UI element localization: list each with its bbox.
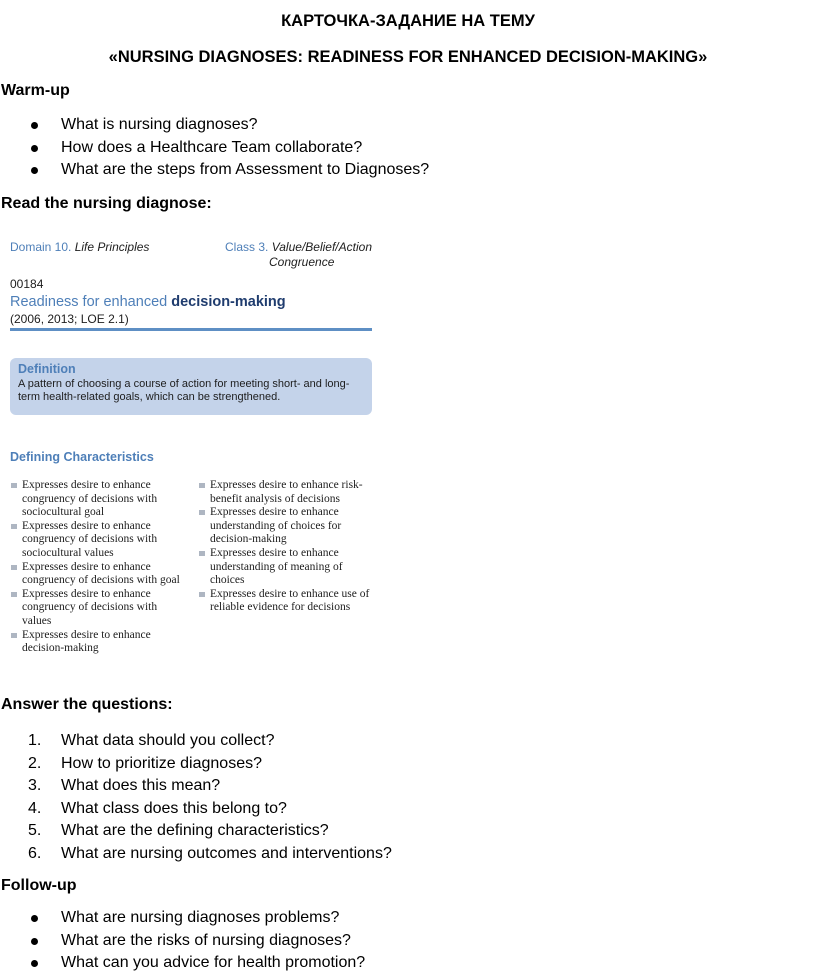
warmup-list [0,114,429,182]
list-item: Expresses desire to enhance congruency of decisions with goal [10,561,188,588]
definition-text: A pattern of choosing a course of action for meeting short- and long-term health-related goals, which can be strengthened. [18,378,350,403]
list-item: Expresses desire to enhance understanding of meaning of choices [198,547,376,588]
square-bullet-icon [199,510,205,515]
list-item: What can you advice for health promotion? [0,952,365,975]
definition-label: Definition [18,362,76,376]
list-item: Expresses desire to enhance risk-benefit analysis of decisions [198,479,376,506]
square-bullet-icon [11,565,17,570]
card-divider [10,328,372,331]
card-class: Class 3. Value/Belief/Action [225,240,372,254]
answer-heading: Answer the questions: [1,696,173,713]
bullet-icon [31,167,38,174]
bullet-icon [31,938,38,945]
list-item: What is nursing diagnoses? [0,114,429,137]
characteristics-column-1 [10,479,188,656]
list-item: What are nursing diagnoses problems? [0,907,365,930]
read-heading: Read the nursing diagnose: [1,195,212,212]
followup-list [0,907,365,975]
square-bullet-icon [11,633,17,638]
list-item: 2. How to prioritize diagnoses? [28,754,262,772]
title-line-1: КАРТОЧКА-ЗАДАНИЕ НА ТЕМУ [281,12,535,30]
list-item: 4. What class does this belong to? [28,799,287,817]
square-bullet-icon [11,524,17,529]
defining-characteristics-heading: Defining Characteristics [10,450,154,464]
warmup-heading: Warm-up [1,82,70,99]
list-item: Expresses desire to enhance use of reliable evidence for decisions [198,588,376,615]
answer-list [0,730,392,866]
list-item: Expresses desire to enhance congruency of decisions with sociocultural values [10,520,188,561]
characteristics-column-2 [198,479,376,615]
followup-heading: Follow-up [1,877,77,894]
list-item: Expresses desire to enhance understanding of choices for decision-making [198,506,376,547]
list-item: Expresses desire to enhance decision-making [10,629,188,656]
list-item: 5. What are the defining characteristics? [28,822,329,840]
card-domain: Domain 10. Life Principles [10,240,150,254]
square-bullet-icon [199,483,205,488]
square-bullet-icon [199,592,205,597]
list-item: 3. What does this mean? [28,777,221,795]
title-line-2: «NURSING DIAGNOSES: READINESS FOR ENHANCED DECISION-MAKING» [108,48,708,66]
list-item: What are the risks of nursing diagnoses? [0,930,365,953]
list-item: 1. What data should you collect? [28,732,275,749]
square-bullet-icon [11,592,17,597]
square-bullet-icon [199,551,205,556]
bullet-icon [31,122,38,129]
list-item: 6. What are nursing outcomes and interventions? [28,844,392,862]
card-diagnosis-name: Readiness for enhanced decision-making [10,294,286,310]
definition-box [10,358,372,415]
square-bullet-icon [11,483,17,488]
bullet-icon [31,145,38,152]
list-item: Expresses desire to enhance congruency of decisions with sociocultural goal [10,479,188,520]
card-code: 00184 [10,277,44,291]
list-item: How does a Healthcare Team collaborate? [0,137,429,160]
bullet-icon [31,960,38,967]
list-item: Expresses desire to enhance congruency of decisions with values [10,588,188,629]
bullet-icon [31,915,38,922]
nursing-diagnosis-card [8,232,378,682]
card-class-continued: Congruence [269,255,335,269]
list-item: What are the steps from Assessment to Diagnoses? [0,159,429,182]
card-year: (2006, 2013; LOE 2.1) [10,312,129,326]
